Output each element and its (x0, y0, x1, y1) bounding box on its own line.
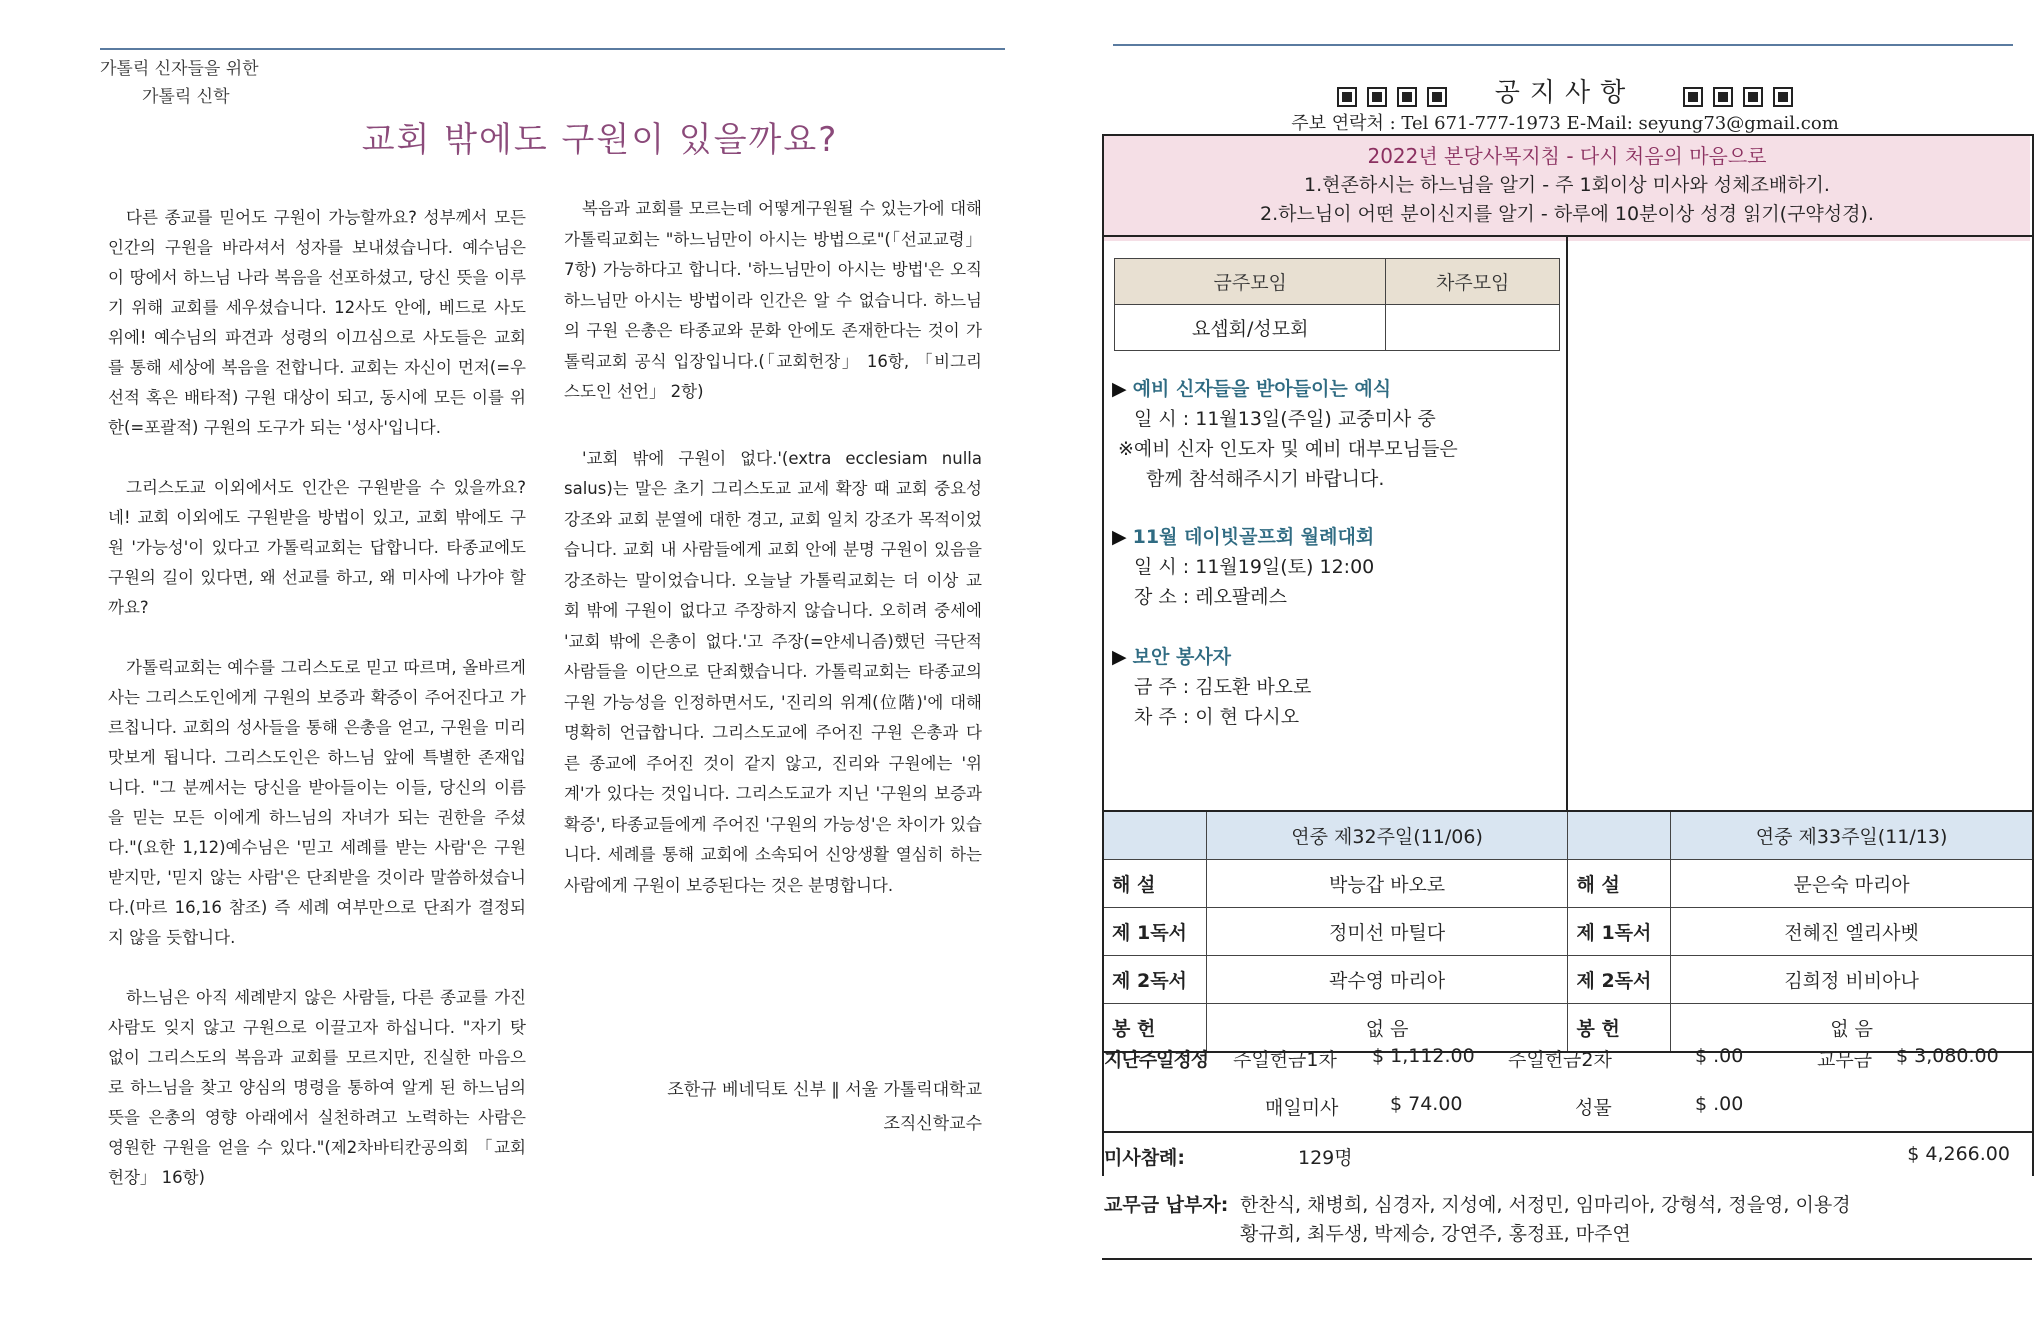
week-2-person: 전혜진 엘리사벳 (1671, 908, 2033, 956)
section-line: 차 주 : 이 현 다시오 (1134, 706, 1300, 728)
week-1-person: 없 음 (1206, 1004, 1568, 1053)
triangle-bullet-icon: ▶ (1112, 646, 1133, 668)
notice-section (1112, 374, 1562, 494)
role-label: 해 설 (1568, 860, 1671, 908)
notice-header (1100, 72, 2030, 109)
triangle-bullet-icon: ▶ (1112, 526, 1133, 548)
payers-line-2: 황규희, 최두생, 박제승, 강연주, 홍정표, 마주연 (1240, 1223, 1631, 1245)
role-label: 해 설 (1103, 860, 1206, 908)
column-divider (1566, 235, 1568, 810)
paragraph: 가톨릭교회는 예수를 그리스도로 믿고 따르며, 올바르게 사는 그리스도인에게 구원의 보증과 확증이 주어진다고 가르칩니다. 교회의 성사들을 통해 은총을 얻고, 구원을 미리 맛보게 됩니다. 그리스도인은 하느님 앞에 특별한 존재입니다. "그 분께서는 당신을 받아들이는 이들, 당신의 이름을 믿는 모든 이에게 하느님의 자녀가 되는 권한을 주셨다."(요한 1,12)예수님은 '믿고 세례를 받는 사람'은 구원받지만, '믿지 않는 사람'은 단죄받을 것이라 말씀하셨습니다.(마르 16,16 참조) 즉 세례 여부만으로 단죄가 결정되지 않을 듯합니다. (108, 658, 526, 947)
kicker-line-1: 가톨릭 신자들을 위한 (100, 59, 259, 79)
banner-line-1: 1.현존하시는 하느님을 알기 - 주 1회이상 미사와 성체조배하기. (1304, 174, 1830, 196)
pastoral-banner (1104, 136, 2030, 241)
sunday-offering-1-value: $ 1,112.00 (1372, 1045, 1475, 1067)
role-label: 제 2독서 (1568, 956, 1671, 1004)
section-line: 장 소 : 레오팔레스 (1134, 586, 1287, 608)
square-ornament-icon (1678, 86, 1798, 105)
article-title: 교회 밖에도 구원이 있을까요? (361, 120, 839, 160)
role-label: 제 2독서 (1103, 956, 1206, 1004)
attendance-value: 129명 (1298, 1147, 1353, 1169)
holy-items-value: $ .00 (1695, 1093, 1744, 1115)
role-label: 제 1독서 (1103, 908, 1206, 956)
next-week-header: 차주모임 (1386, 259, 1560, 305)
author-credit-line-1: 조한규 베네딕토 신부 ∥ 서울 가톨릭대학교 (667, 1080, 982, 1100)
table-row (1103, 908, 2033, 956)
this-week-header: 금주모임 (1115, 259, 1386, 305)
week-1-person: 정미선 마틸다 (1206, 908, 1568, 956)
role-label: 봉 헌 (1103, 1004, 1206, 1053)
paragraph: '교회 밖에 구원이 없다.'(extra ecclesiam nulla salus)는 말은 초기 그리스도교 교세 확장 때 교회 중요성 강조와 교회 분열에 대한 경고, 교회 일치 강조가 목적이었습니다. 교회 내 사람들에게 교회 안에 분명 구원이 있음을 강조하는 말이었습니다. 오늘날 가톨릭교회는 더 이상 교회 밖에 구원이 없다고 주장하지 않습니다. 오히려 중세에 '교회 밖에 은총이 없다.'고 주장(=얀세니즘)했던 극단적 사람들을 이단으로 단죄했습니다. 가톨릭교회는 타종교의 구원 가능성을 인정하면서도, '진리의 위계(位階)'에 대해 명확히 언급합니다. 그리스도교에 주어진 구원 은총과 다른 종교에 주어진 것이 같지 않고, 진리와 구원에는 '위계'가 있다는 것입니다. 그리스도교가 지닌 '구원의 보증과 확증', 타종교들에게 주어진 '구원의 가능성'은 차이가 있습니다. 세례를 통해 교회에 소속되어 신앙생활 열심히 하는 사람에게 구원이 보증된다는 것은 분명합니다. (564, 448, 982, 895)
week-2-person: 문은숙 마리아 (1671, 860, 2033, 908)
author-credit (564, 1073, 982, 1141)
article-column-2 (564, 194, 982, 931)
sunday-offering-2-label: 주일헌금2차 (1508, 1049, 1612, 1071)
notice-section (1112, 642, 1562, 732)
payers-label: 교무금 납부자: (1104, 1194, 1229, 1216)
total-value: $ 4,266.00 (1907, 1143, 2010, 1165)
contact-line: 주보 연락처 : Tel 671-777-1973 E-Mail: seyung73@gmail.com (1291, 113, 1839, 134)
sunday-offering-1-label: 주일헌금1차 (1233, 1049, 1337, 1071)
education-fee-label: 교무금 (1817, 1049, 1873, 1071)
week-1-person: 곽수영 마리아 (1206, 956, 1568, 1004)
section-line: ※예비 신자 인도자 및 예비 대부모님들은 (1118, 438, 1458, 460)
banner-heading: 2022년 본당사목지침 - 다시 처음의 마음으로 (1367, 144, 1767, 168)
section-heading: 예비 신자들을 받아들이는 예식 (1132, 378, 1392, 400)
author-credit-line-2: 조직신학교수 (883, 1114, 982, 1134)
attendance-label: 미사참례: (1104, 1147, 1186, 1169)
week-1-title: 연중 제32주일(11/06) (1206, 811, 1568, 860)
week-2-person: 없 음 (1671, 1004, 2033, 1053)
holy-items-label: 성물 (1575, 1097, 1612, 1119)
role-label: 제 1독서 (1568, 908, 1671, 956)
notice-title: 공지사항 (1494, 78, 1636, 108)
section-heading: 보안 봉사자 (1132, 646, 1232, 668)
payers-line-1: 한찬식, 채병희, 심경자, 지성예, 서정민, 임마리아, 강형석, 정을영, 이용경 (1240, 1194, 1851, 1216)
square-ornament-icon (1332, 86, 1452, 105)
banner-line-2: 2.하느님이 어떤 분이신지를 알기 - 하루에 10분이상 성경 읽기(구약성경). (1260, 203, 1874, 225)
section-heading: 11월 데이빗골프회 월례대회 (1132, 526, 1375, 548)
triangle-bullet-icon: ▶ (1112, 378, 1133, 400)
daily-mass-value: $ 74.00 (1390, 1093, 1463, 1115)
liturgy-schedule-table (1102, 810, 2034, 1053)
section-line: 함께 참석해주시기 바랍니다. (1146, 468, 1385, 490)
sunday-offering-2-value: $ .00 (1695, 1045, 1744, 1067)
paragraph: 복음과 교회를 모르는데 어떻게구원될 수 있는가에 대해 가톨릭교회는 "하느님만이 아시는 방법으로"(「선교교령」 7항) 가능하다고 합니다. '하느님만이 아시는 방법'은 오직 하느님만 아시는 방법이라 인간은 알 수 없습니다. 하느님의 구원 은총은 타종교와 문화 안에도 존재한다는 것이 가톨릭교회 공식 입장입니다.(「교회헌장」 16항, 「비그리스도인 선언」 2항) (564, 199, 982, 401)
this-week-value: 요셉회/성모회 (1115, 305, 1386, 351)
education-fee-value: $ 3,080.00 (1896, 1045, 1999, 1067)
left-top-rule (100, 48, 1005, 50)
meeting-table (1114, 258, 1560, 351)
article-column-1 (108, 203, 526, 1223)
week-2-title: 연중 제33주일(11/13) (1671, 811, 2033, 860)
next-week-value (1386, 305, 1560, 351)
right-top-rule (1113, 44, 2013, 46)
table-row (1103, 860, 2033, 908)
paragraph: 다른 종교를 믿어도 구원이 가능할까요? 성부께서 모든 인간의 구원을 바라셔서 성자를 보내셨습니다. 예수님은 이 땅에서 하느님 나라 복음을 선포하셨고, 당신 뜻을 이루기 위해 교회를 세우셨습니다. 12사도 안에, 베드로 사도 위에! 예수님의 파견과 성령의 이끄심으로 사도들은 교회를 통해 세상에 복음을 전합니다. 교회는 자신이 먼저(=우선적 혹은 배타적) 구원 대상이 되고, 동시에 모든 이를 위한(=포괄적) 구원의 도구가 되는 '성사'입니다. (108, 208, 526, 437)
paragraph: 그리스도교 이외에서도 인간은 구원받을 수 있을까요? 네! 교회 이외에도 구원받을 방법이 있고, 교회 밖에도 구원 '가능성'이 있다고 가톨릭교회는 답합니다. 타종교에도 구원의 길이 있다면, 왜 선교를 하고, 왜 미사에 나가야 할까요? (108, 478, 526, 617)
finance-divider (1102, 1131, 2032, 1133)
table-row (1103, 956, 2033, 1004)
week-1-person: 박능갑 바오로 (1206, 860, 1568, 908)
paragraph: 하느님은 아직 세례받지 않은 사람들, 다른 종교를 가진 사람도 잊지 않고 구원으로 이끌고자 하십니다. "자기 탓 없이 그리스도의 복음과 교회를 모르지만, 진실한 마음으로 하느님을 찾고 양심의 명령을 통하여 알게 된 하느님의 뜻을 은총의 영향 아래에서 실천하려고 노력하는 사람은 영원한 구원을 얻을 수 있다."(제2차바티칸공의회 「교회 헌장」 16항) (108, 988, 526, 1187)
notice-section (1112, 522, 1562, 612)
role-label: 봉 헌 (1568, 1004, 1671, 1053)
section-line: 일 시 : 11월13일(주일) 교중미사 중 (1134, 408, 1436, 430)
finance-label: 지난주일정성 (1104, 1049, 1209, 1071)
section-line: 일 시 : 11월19일(토) 12:00 (1134, 556, 1375, 578)
section-line: 금 주 : 김도환 바오로 (1134, 676, 1312, 698)
bottom-rule (1102, 1258, 2032, 1260)
daily-mass-label: 매일미사 (1265, 1097, 1339, 1119)
week-2-person: 김희정 비비아나 (1671, 956, 2033, 1004)
kicker-line-2: 가톨릭 신학 (142, 87, 230, 107)
